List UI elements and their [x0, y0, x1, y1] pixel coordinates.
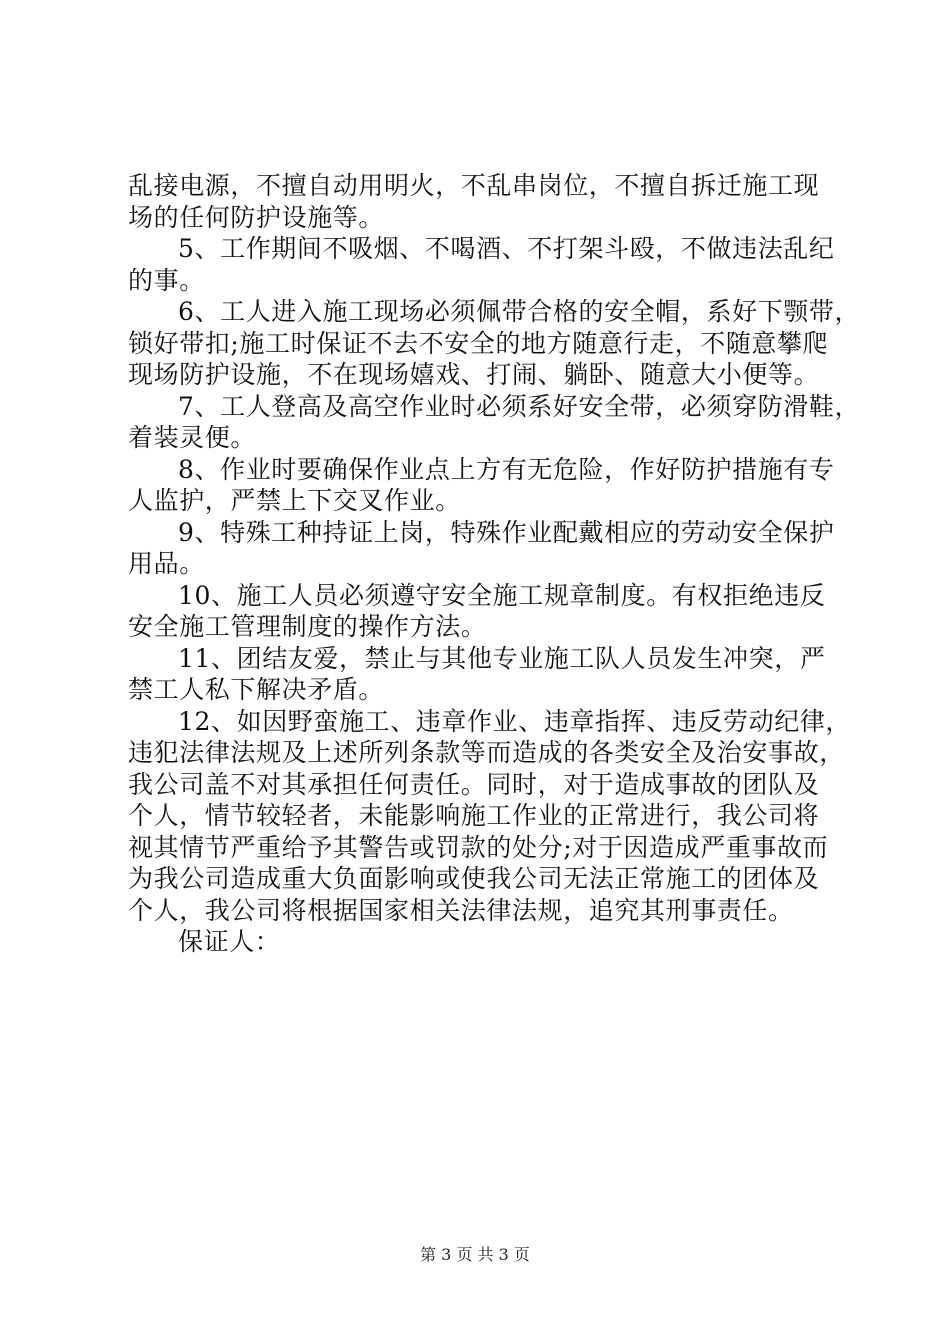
- text-line: 着装灵便。: [128, 423, 257, 452]
- text-line: 现场防护设施，不在现场嬉戏、打闹、躺卧、随意大小便等。: [128, 360, 820, 389]
- text-line: 禁工人私下解决矛盾。: [128, 675, 385, 704]
- text-line: 违犯法律法规及上述所列条款等而造成的各类安全及治安事故，: [128, 738, 845, 767]
- text-line: 10、施工人员必须遵守安全施工规章制度。有权拒绝违反: [178, 580, 826, 610]
- text-line: 安全施工管理制度的操作方法。: [128, 612, 487, 641]
- text-line: 7、工人登高及高空作业时必须系好安全带，必须穿防滑鞋，: [178, 391, 861, 421]
- text-line: 用品。: [128, 549, 205, 578]
- text-line: 11、团结友爱，禁止与其他专业施工队人员发生冲突，严: [178, 643, 826, 673]
- text-line: 为我公司造成重大负面影响或使我公司无法正常施工的团体及: [128, 864, 820, 893]
- page-footer: [0, 1245, 950, 1265]
- text-line: 场的任何防护设施等。: [128, 202, 385, 232]
- text-line: 12、如因野蛮施工、违章作业、违章指挥、违反劳动纪律，: [178, 706, 852, 736]
- text-line: 个人，我公司将根据国家相关法律法规，追究其刑事责任。: [128, 895, 794, 925]
- text-line: 5、工作期间不吸烟、不喝酒、不打架斗殴，不做违法乱纪: [178, 234, 835, 263]
- page-number-label: 第 3 页 共 3 页: [420, 1245, 530, 1264]
- text-line: 9、特殊工种持证上岗，特殊作业配戴相应的劳动安全保护: [178, 517, 835, 547]
- text-line: 6、工人进入施工现场必须佩带合格的安全帽，系好下颚带，: [178, 297, 861, 326]
- document-body: [128, 170, 861, 958]
- text-line: 锁好带扣;施工时保证不去不安全的地方随意行走，不随意攀爬: [128, 328, 829, 358]
- text-line: 我公司盖不对其承担任何责任。同时，对于造成事故的团队及: [128, 769, 820, 799]
- text-line: 8、作业时要确保作业点上方有无危险，作好防护措施有专: [178, 454, 835, 484]
- text-line: 的事。: [128, 265, 205, 295]
- guarantor-label: 保证人：: [178, 927, 281, 956]
- text-line: 人监护，严禁上下交叉作业。: [128, 486, 461, 515]
- text-line: 个人，情节较轻者，未能影响施工作业的正常进行，我公司将: [128, 801, 820, 830]
- text-line: 视其情节严重给予其警告或罚款的处分;对于因造成严重事故而: [128, 832, 829, 862]
- text-line: 乱接电源，不擅自动用明火，不乱串岗位，不擅自拆迁施工现: [128, 171, 820, 200]
